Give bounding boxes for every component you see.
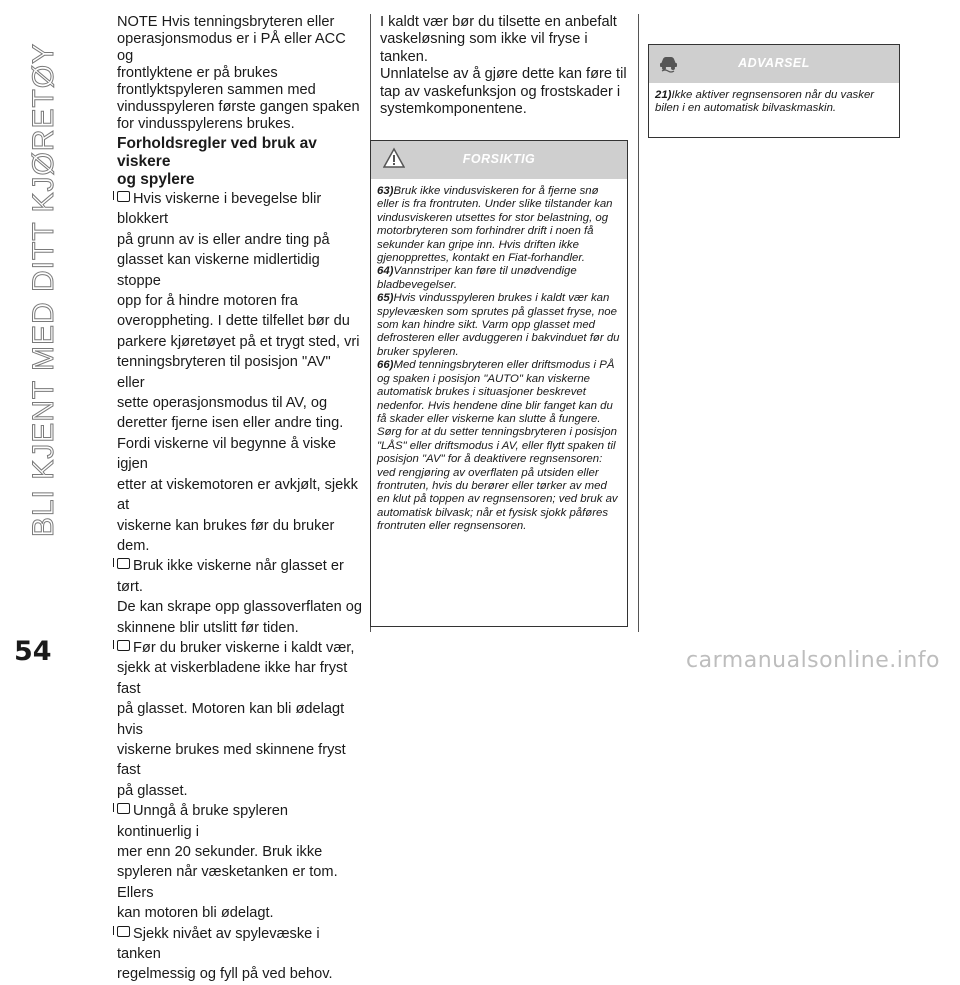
warning-item	[655, 89, 893, 116]
bullet-line: De kan skrape opp glassoverflaten og	[117, 599, 363, 616]
note-line: frontlyktene er på brukes	[117, 65, 278, 81]
warning-body	[649, 83, 899, 124]
caution-item-text: Vannstriper kan føre til unødvendige bladbevegelser.	[377, 265, 577, 291]
note-line: for vindusspylerens brukes.	[117, 116, 295, 132]
warning-title: ADVARSEL	[738, 56, 810, 70]
note-line: NOTE Hvis tenningsbryteren eller	[117, 14, 335, 30]
caution-item-number: 64)	[377, 265, 394, 278]
bullet-line: Sjekk nivået av spylevæske i tanken	[117, 925, 320, 963]
warning-item-number: 21)	[655, 89, 672, 101]
caution-header	[371, 141, 627, 179]
caution-item	[377, 265, 621, 292]
caution-item	[377, 359, 621, 533]
column-1	[117, 14, 362, 985]
caution-box	[370, 140, 628, 627]
caution-item-text: Med tenningsbryteren eller driftsmodus i PÅ og spaken i posisjon "AUTO" kan viskerne automatisk brukes i situasjoner beskrevet nedenfor. Hvis hendene dine blir fanget kan du få skader eller viskerne kan slutte å fungere. Sørg for at du setter tenningsbryteren i posisjon "LÅS" eller driftsmodus i AV, eller flytt spaken til posisjon "AV" for å deaktivere regnsensoren: ved rengjøring av overflaten på utsiden eller frontruten, hvis du berører eller tørker av med en klut på toppen av regnsensoren; ved bruk av automatisk bilvask; når et fysisk sjokk påføres frontruten eller regnsensoren.	[377, 359, 618, 533]
note-line: frontlyktspyleren sammen med	[117, 82, 316, 98]
bullet-line: viskerne brukes med skinnene fryst fast	[117, 741, 346, 779]
bullet-line: opp for å hindre motoren fra	[117, 293, 298, 310]
bullet-line: parkere kjøretøyet på et trygt sted, vri	[117, 333, 360, 350]
warning-item-text: Ikke aktiver regnsensoren når du vasker bilen i en automatisk bilvaskmaskin.	[655, 89, 875, 115]
caution-item-number: 66)	[377, 359, 394, 372]
page-number: 54	[14, 636, 52, 667]
bullet-line: etter at viskemotoren er avkjølt, sjekk at	[117, 476, 358, 514]
bullet-line: på grunn av is eller andre ting på	[117, 231, 330, 248]
bullet-line: regelmessig og fyll på ved behov.	[117, 966, 333, 983]
bullet-line: sette operasjonsmodus til AV, og	[117, 395, 328, 412]
warning-box	[648, 44, 900, 138]
bullet-line: spyleren når væsketanken er tom. Ellers	[117, 864, 338, 901]
column-divider	[638, 14, 639, 632]
section-side-title	[4, 40, 84, 540]
bullet-line: kan motoren bli ødelagt.	[117, 905, 274, 922]
caution-item-text: Bruk ikke vindusviskeren for å fjerne snø eller is fra frontruten. Under slike tilstander kan vindusviskeren utsettes for stor belastning, og motorbryteren som forhindrer drift i noen få sekunder kan gripe inn. Hvis driften ikke gjenopprettes, kontakt en Fiat-forhandler.	[377, 185, 613, 265]
box-bullet-icon	[117, 926, 130, 937]
caution-title: FORSIKTIG	[462, 152, 536, 166]
bullet-line: deretter fjerne isen eller andre ting.	[117, 415, 344, 432]
bullet-item	[117, 189, 362, 556]
warning-header	[649, 45, 899, 83]
intro-line: Unnlatelse av å gjøre dette kan føre til	[380, 66, 627, 83]
bullet-line: mer enn 20 sekunder. Bruk ikke	[117, 844, 323, 860]
bullet-line: på glasset. Motoren kan bli ødelagt hvis	[117, 701, 345, 738]
heading-line: og spylere	[117, 171, 195, 188]
bullet-line: Bruk ikke viskerne når glasset er tørt.	[117, 558, 344, 595]
section-side-title-text: BLI KJENT MED DITT KJØRETØY	[27, 42, 60, 538]
caution-item	[377, 185, 621, 265]
intro-line: systemkomponentene.	[380, 101, 527, 118]
bullet-item	[117, 801, 362, 923]
caution-item-text: Hvis vindusspyleren brukes i kaldt vær kan spylevæsken som sprutes på glasset fryse, noe som kan hindre sikt. Varm opp glasset med defrosteren eller avduggeren i bakvinduet før du bruker spyleren.	[377, 292, 620, 358]
caution-body	[371, 179, 627, 542]
bullet-line: Hvis viskerne i bevegelse blir blokkert	[117, 191, 322, 228]
intro-line: vaskeløsning som ikke vil fryse i tanken.	[380, 31, 588, 65]
bullet-line: Før du bruker viskerne i kaldt vær,	[133, 639, 355, 656]
caution-item-number: 63)	[377, 185, 394, 197]
column-2	[380, 14, 630, 118]
note-line: vindusspyleren første gangen spaken	[117, 99, 360, 115]
bullet-line: overoppheting. I dette tilfellet bør du	[117, 313, 350, 330]
bullet-line: på glasset.	[117, 782, 188, 799]
bullet-line: skinnene blir utslitt før tiden.	[117, 619, 299, 636]
bullet-item	[117, 638, 362, 801]
box-bullet-icon	[117, 803, 130, 814]
bullet-line: tenningsbryteren til posisjon "AV" eller	[117, 354, 331, 391]
note-line: operasjonsmodus er i PÅ eller ACC og	[117, 31, 346, 64]
bullet-line: sjekk at viskerbladene ikke har fryst fast	[117, 660, 348, 697]
box-bullet-icon	[117, 640, 130, 651]
watermark: carmanualsonline.info	[686, 648, 940, 673]
bullet-line: Fordi viskerne vil begynne å viske igjen	[117, 435, 337, 473]
bullet-line: Unngå å bruke spyleren kontinuerlig i	[117, 803, 288, 840]
bullet-line: viskerne kan brukes før du bruker dem.	[117, 517, 335, 554]
section-heading	[117, 135, 362, 189]
heading-line: Forholdsregler ved bruk av viskere	[117, 135, 317, 170]
bullet-line: glasset kan viskerne midlertidig stoppe	[117, 252, 320, 289]
intro-line: I kaldt vær bør du tilsette en anbefalt	[380, 14, 617, 30]
bullet-item	[117, 556, 362, 638]
note-paragraph	[117, 14, 362, 133]
box-bullet-icon	[117, 191, 130, 202]
bullet-item	[117, 924, 362, 985]
intro-paragraph	[380, 14, 630, 118]
intro-line: tap av vaskefunksjon og frostskader i	[380, 83, 621, 100]
caution-item-number: 65)	[377, 292, 394, 305]
caution-item	[377, 292, 621, 359]
box-bullet-icon	[117, 558, 130, 569]
